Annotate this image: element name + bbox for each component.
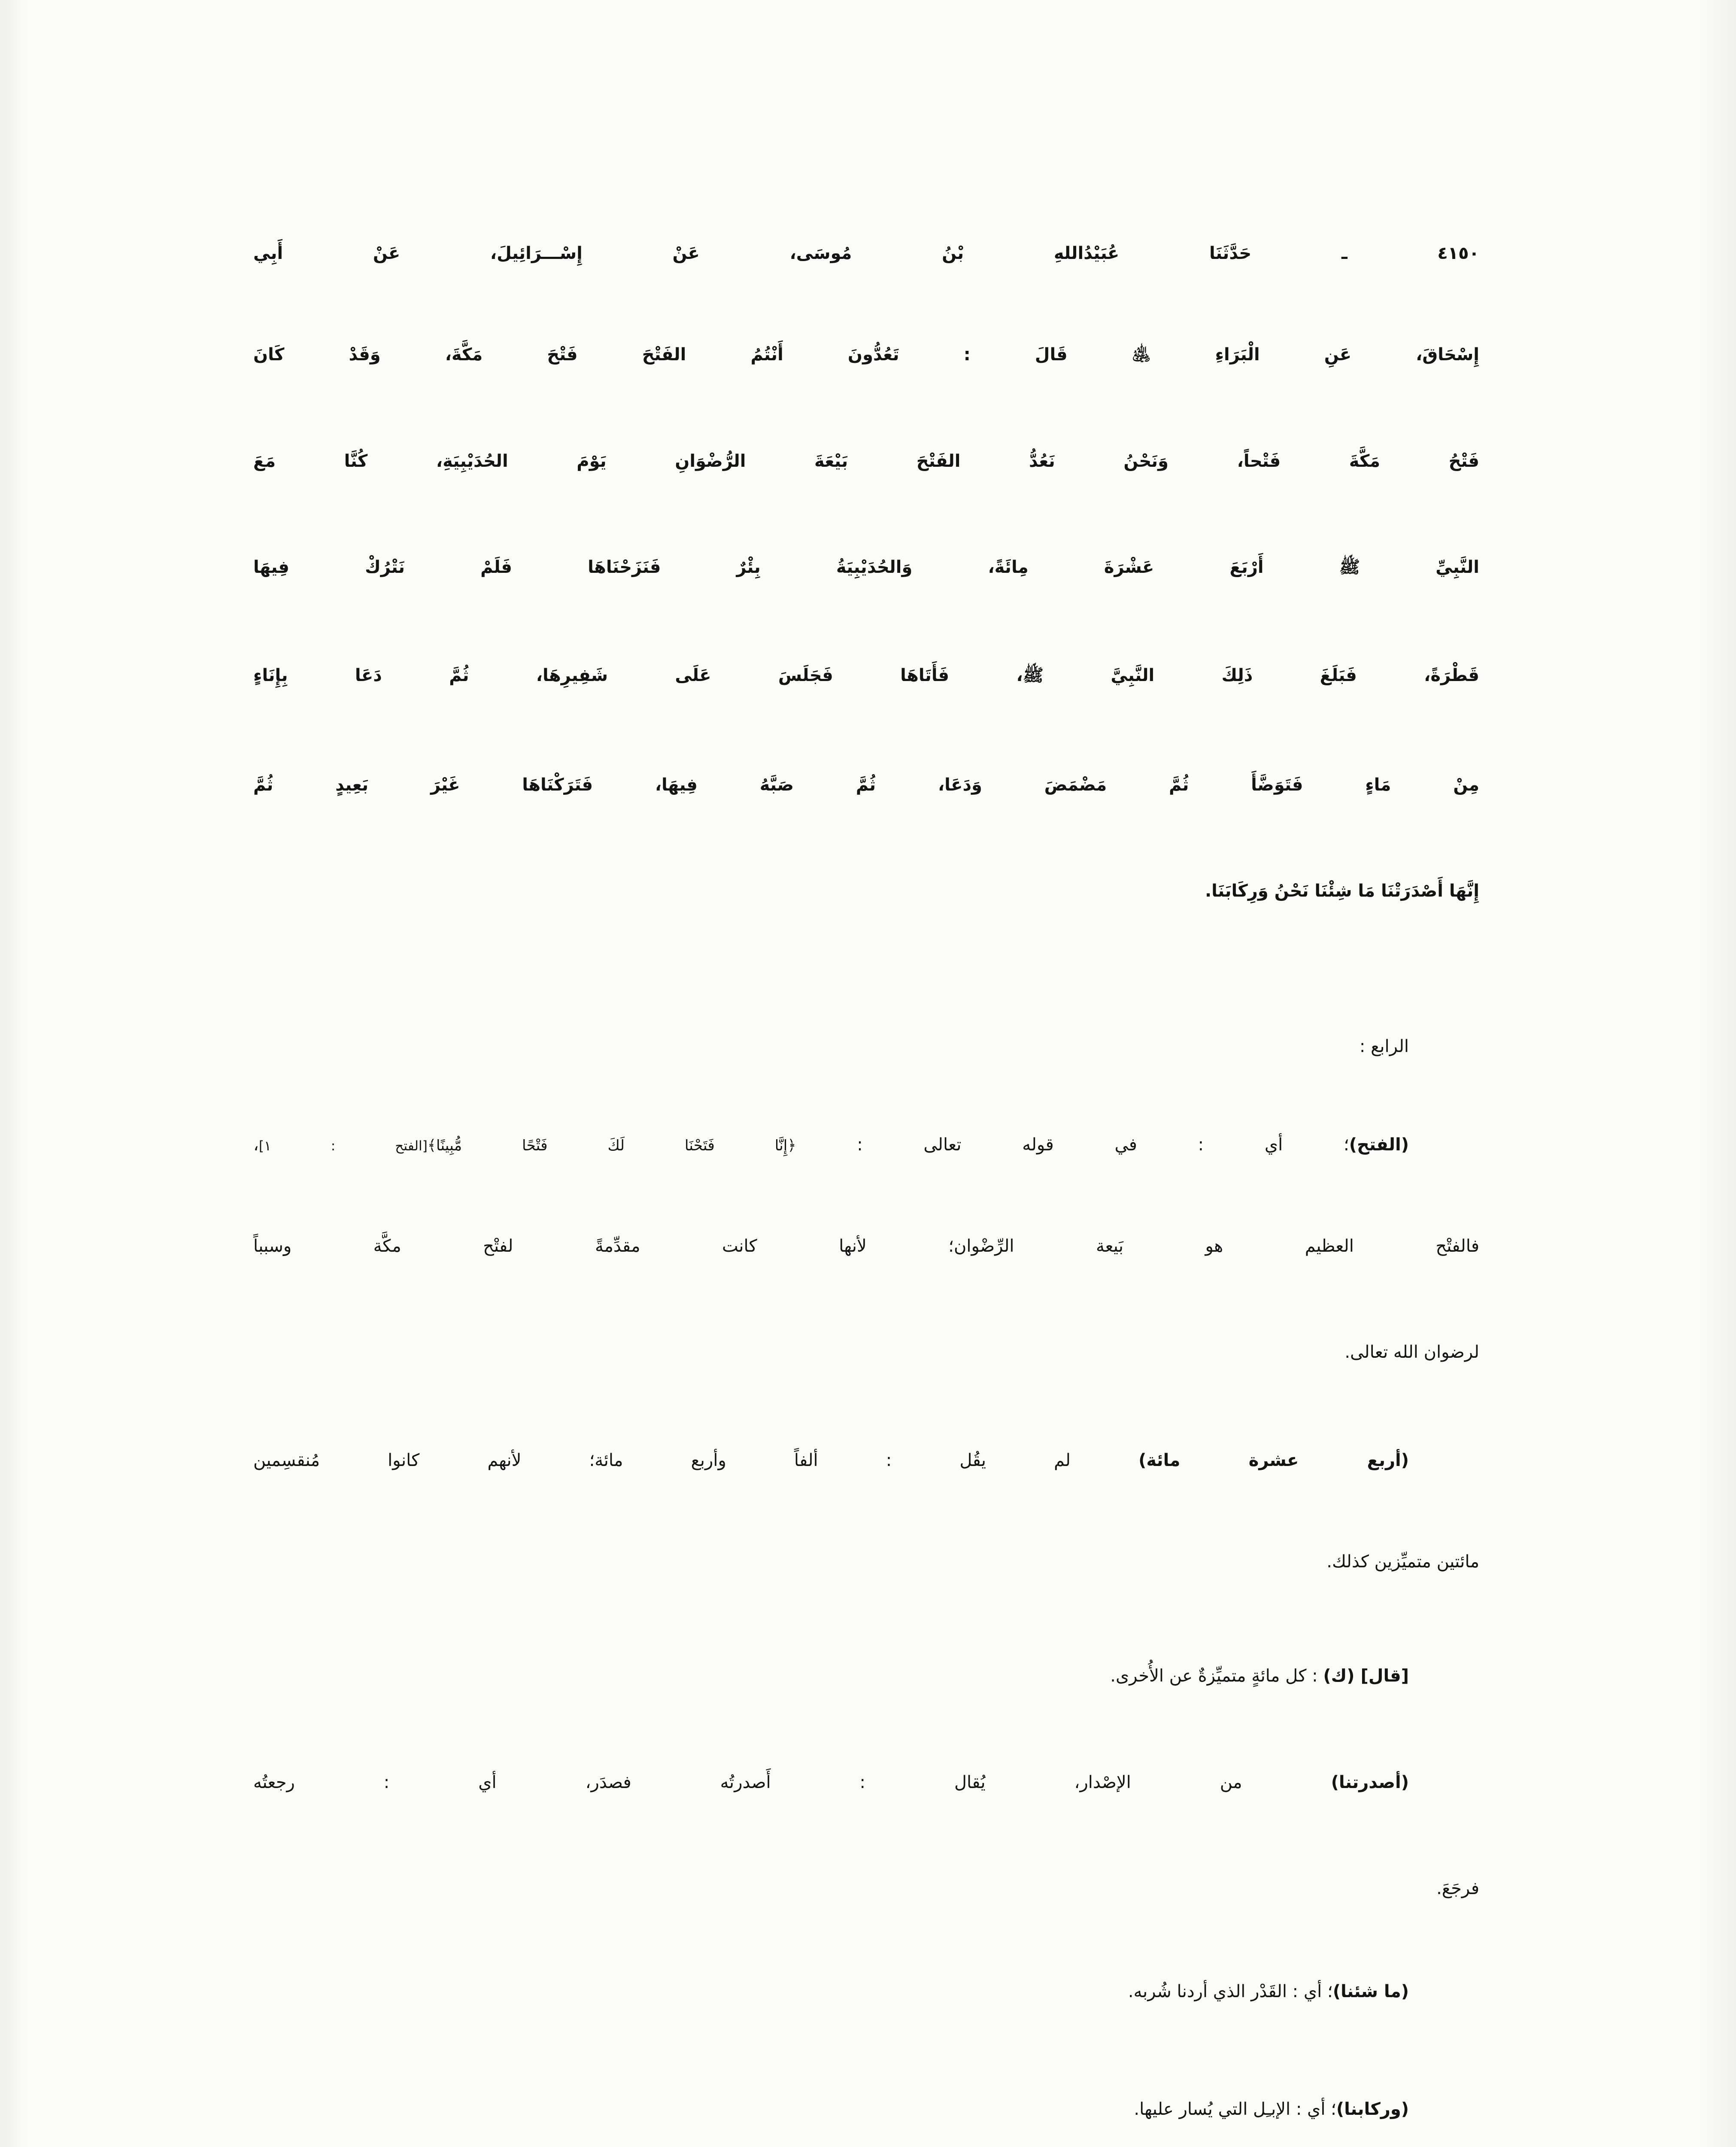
commentary-text: من الإصْدار، يُقال : أَصدرتُه فصدَر، أي : رجعتُه xyxy=(253,1773,1331,1792)
commentary-text: لرضوان الله تعالى. xyxy=(1344,1342,1479,1362)
commentary-term: (وركابنا) xyxy=(1336,2099,1409,2119)
hadith-line: ٤١٥٠ ـ حَدَّثَنَا عُبَيْدُاللهِ بْنُ مُوسَى، عَنْ إِسْـــرَائِيلَ، عَنْ أَبِي xyxy=(253,243,1479,263)
commentary-text: ؛ أي : القَدْر الذي أردنا شُربه. xyxy=(1128,1982,1333,2001)
commentary-text: فالفتْح العظيم هو بَيعة الرِّضْوان؛ لأنها كانت مقدِّمةً لفتْح مكَّة وسبباً xyxy=(253,1236,1479,1256)
commentary-line xyxy=(253,1193,1479,1299)
commentary-term: (ما شئنا) xyxy=(1332,1982,1409,2001)
commentary-text: : كل مائةٍ متميِّزةٌ عن الأُخرى. xyxy=(1110,1666,1323,1686)
hadith-line: إِسْحَاقَ، عَنِ الْبَرَاءِ ﵁ قَالَ : تَعُدُّونَ أَنْتُمُ الفَتْحَ فَتْحَ مَكَّةَ، وَقَدْ كَانَ xyxy=(253,345,1479,365)
commentary-term: (الفتح) xyxy=(1349,1135,1409,1155)
hadith-line: مِنْ مَاءٍ فَتَوَضَّأَ ثُمَّ مَضْمَضَ وَدَعَا، ثُمَّ صَبَّهُ فِيهَا، فَتَرَكْنَاهَا غَيْرَ بَعِيدٍ ثُمَّ xyxy=(253,775,1479,795)
commentary-text: فرجَعَ. xyxy=(1436,1879,1479,1898)
verse-reference: [الفتح : ١] xyxy=(258,1138,428,1154)
commentary-term: (أربع عشرة مائة) xyxy=(1138,1451,1409,1470)
commentary-text: ، xyxy=(253,1135,259,1155)
hadith-line: قَطْرَةً، فَبَلَغَ ذَلِكَ النَّبِيَّ ﷺ، فَأَتَاهَا فَجَلَسَ عَلَى شَفِيرِهَا، ثُمَّ دَعَا بِإِنَاءٍ xyxy=(253,666,1479,685)
hadith-line: إِنَّهَا أَصْدَرَتْنَا مَا شِئْنَا نَحْنُ وَرِكَابَنَا. xyxy=(1205,881,1479,901)
commentary-text: لم يقُل : ألفاً وأربع مائة؛ لأنهم كانوا مُنقسِمين xyxy=(253,1451,1139,1470)
commentary-text: ؛ أي : في قوله تعالى : xyxy=(796,1135,1349,1155)
quran-verse: ﴿إِنَّا فَتَحْنَا لَكَ فَتْحًا مُّبِينًا﴾ xyxy=(427,1137,796,1154)
commentary-term: [قال] (ك) xyxy=(1323,1666,1409,1686)
commentary-text: ؛ أي : الإبـِل التي يُسار عليها. xyxy=(1134,2099,1336,2119)
commentary-text: مائتين متميِّزين كذلك. xyxy=(1326,1552,1479,1572)
hadith-line: فَتْحُ مَكَّةَ فَتْحاً، وَنَحْنُ نَعُدُّ الفَتْحَ بَيْعَةَ الرُّضْوَانِ يَوْمَ الحُدَيْبِيَةِ، كُنَّا مَعَ xyxy=(253,451,1479,471)
commentary-line xyxy=(253,1835,1479,1942)
commentary-term: (أصدرتنا) xyxy=(1331,1773,1409,1792)
commentary-line xyxy=(253,1508,1479,1615)
commentary-line xyxy=(253,1729,1409,1836)
commentary-line xyxy=(253,2056,1409,2147)
commentary-line xyxy=(253,1092,1409,1198)
commentary-heading: الرابع : xyxy=(1359,1037,1409,1056)
hadith-line: النَّبِيِّ ﷺ أَرْبَعَ عَشْرَةَ مِائَةً، وَالحُدَيْبِيَةُ بِئْرٌ فَنَزَحْنَاهَا فَلَمْ نَتْرُكْ فِيهَا xyxy=(253,557,1479,577)
commentary-line xyxy=(253,1299,1479,1405)
commentary-line xyxy=(253,1623,1409,1729)
commentary-line xyxy=(253,1938,1409,2045)
commentary-line xyxy=(253,1407,1409,1514)
